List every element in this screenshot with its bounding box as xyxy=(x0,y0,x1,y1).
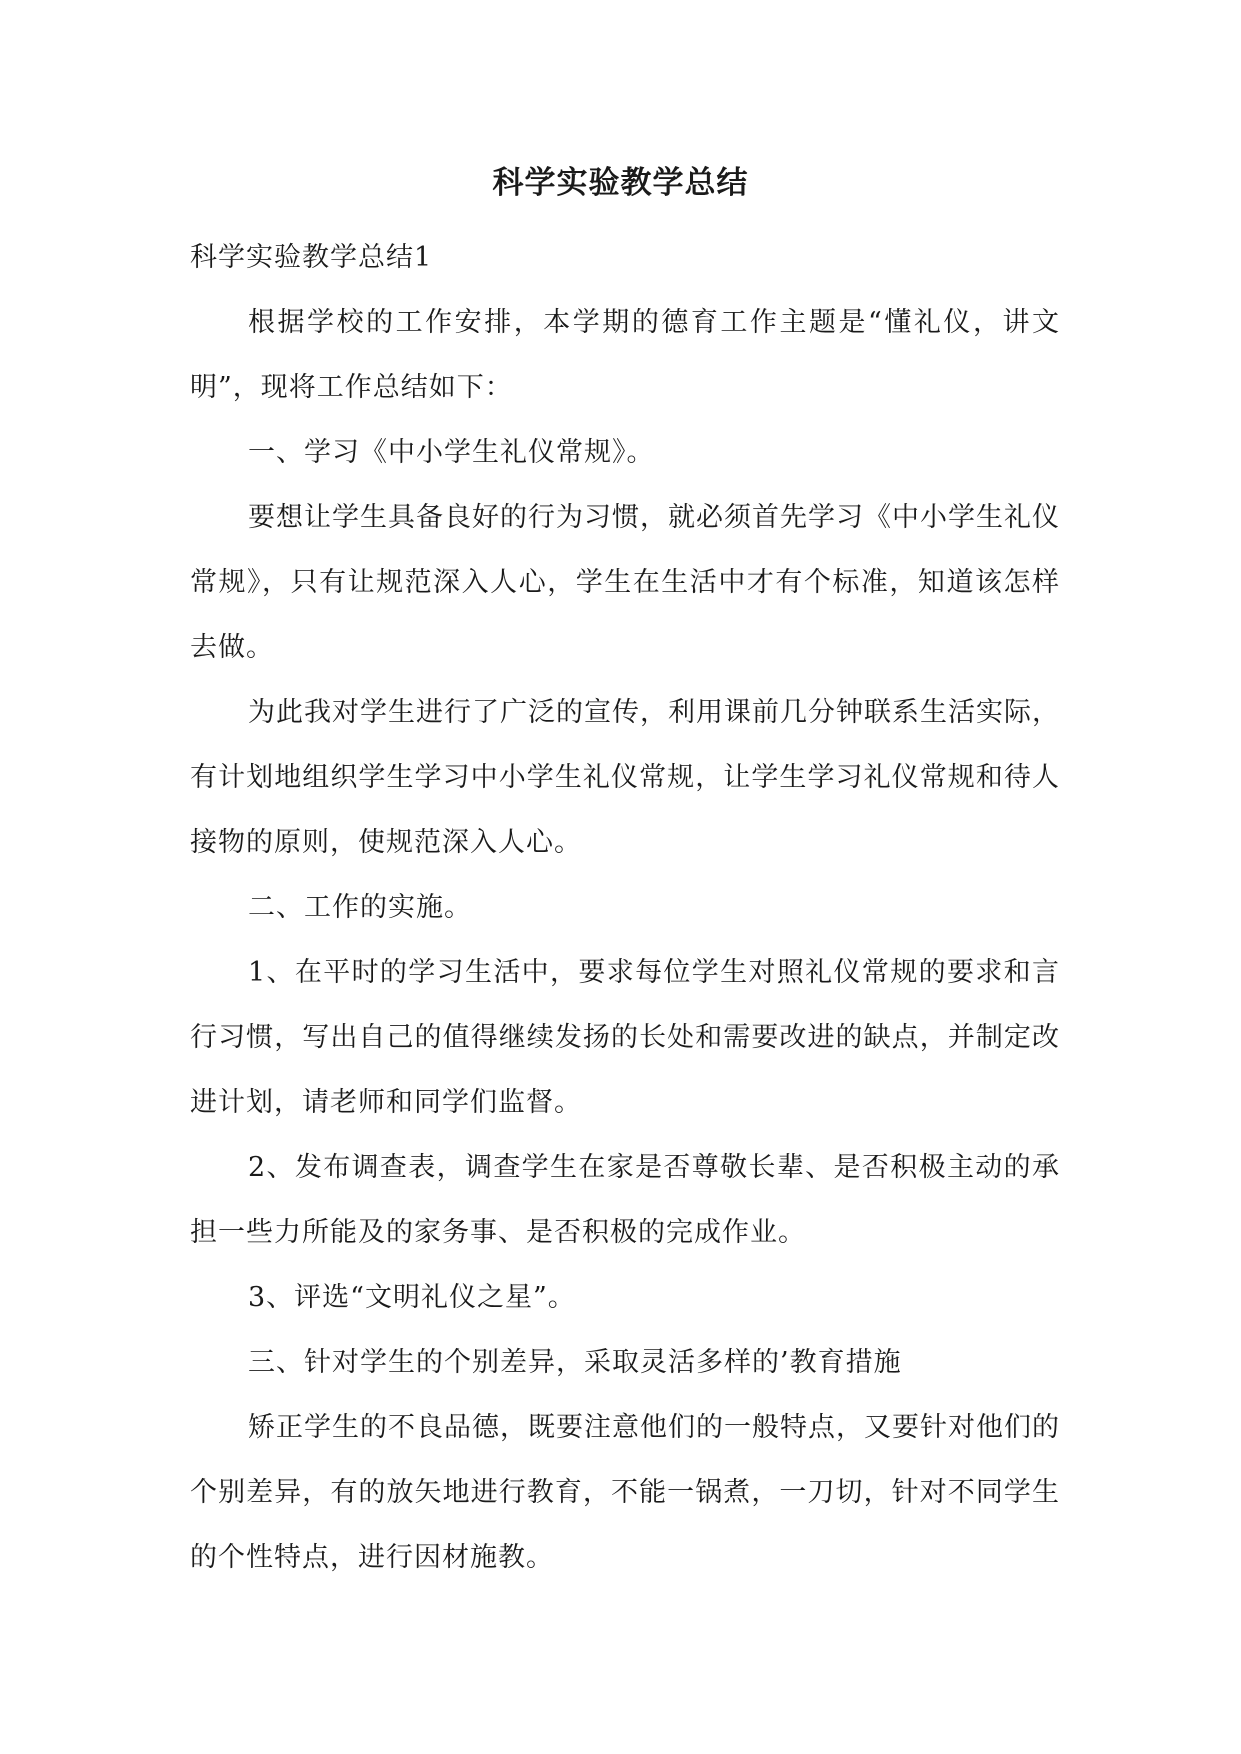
paragraph: 1、在平时的学习生活中，要求每位学生对照礼仪常规的要求和言行习惯，写出自己的值得继续发扬的长处和需要改进的缺点，并制定改进计划，请老师和同学们监督。 xyxy=(190,957,1060,1118)
paragraph: 矫正学生的不良品德，既要注意他们的一般特点，又要针对他们的个别差异，有的放矢地进行教育，不能一锅煮，一刀切，针对不同学生的个性特点，进行因材施教。 xyxy=(190,1412,1060,1573)
paragraph: 一、学习《中小学生礼仪常规》。 xyxy=(248,437,655,468)
paragraph: 要想让学生具备良好的行为习惯，就必须首先学习《中小学生礼仪常规》，只有让规范深入人心，学生在生活中才有个标准，知道该怎样去做。 xyxy=(190,502,1060,663)
document-title: 科学实验教学总结 xyxy=(492,165,749,201)
paragraph: 三、针对学生的个别差异，采取灵活多样的’教育措施 xyxy=(248,1347,902,1378)
paragraph: 2、发布调查表，调查学生在家是否尊敬长辈、是否积极主动的承担一些力所能及的家务事、是否积极的完成作业。 xyxy=(190,1152,1060,1248)
paragraph: 二、工作的实施。 xyxy=(248,892,472,923)
section-heading: 科学实验教学总结1 xyxy=(190,242,433,273)
paragraph: 为此我对学生进行了广泛的宣传，利用课前几分钟联系生活实际，有计划地组织学生学习中小学生礼仪常规，让学生学习礼仪常规和待人接物的原则，使规范深入人心。 xyxy=(190,697,1060,858)
paragraph: 根据学校的工作安排，本学期的德育工作主题是“懂礼仪，讲文明”，现将工作总结如下： xyxy=(190,307,1060,403)
document-body xyxy=(190,225,1060,1590)
paragraph: 3、评选“文明礼仪之星”。 xyxy=(248,1282,576,1313)
